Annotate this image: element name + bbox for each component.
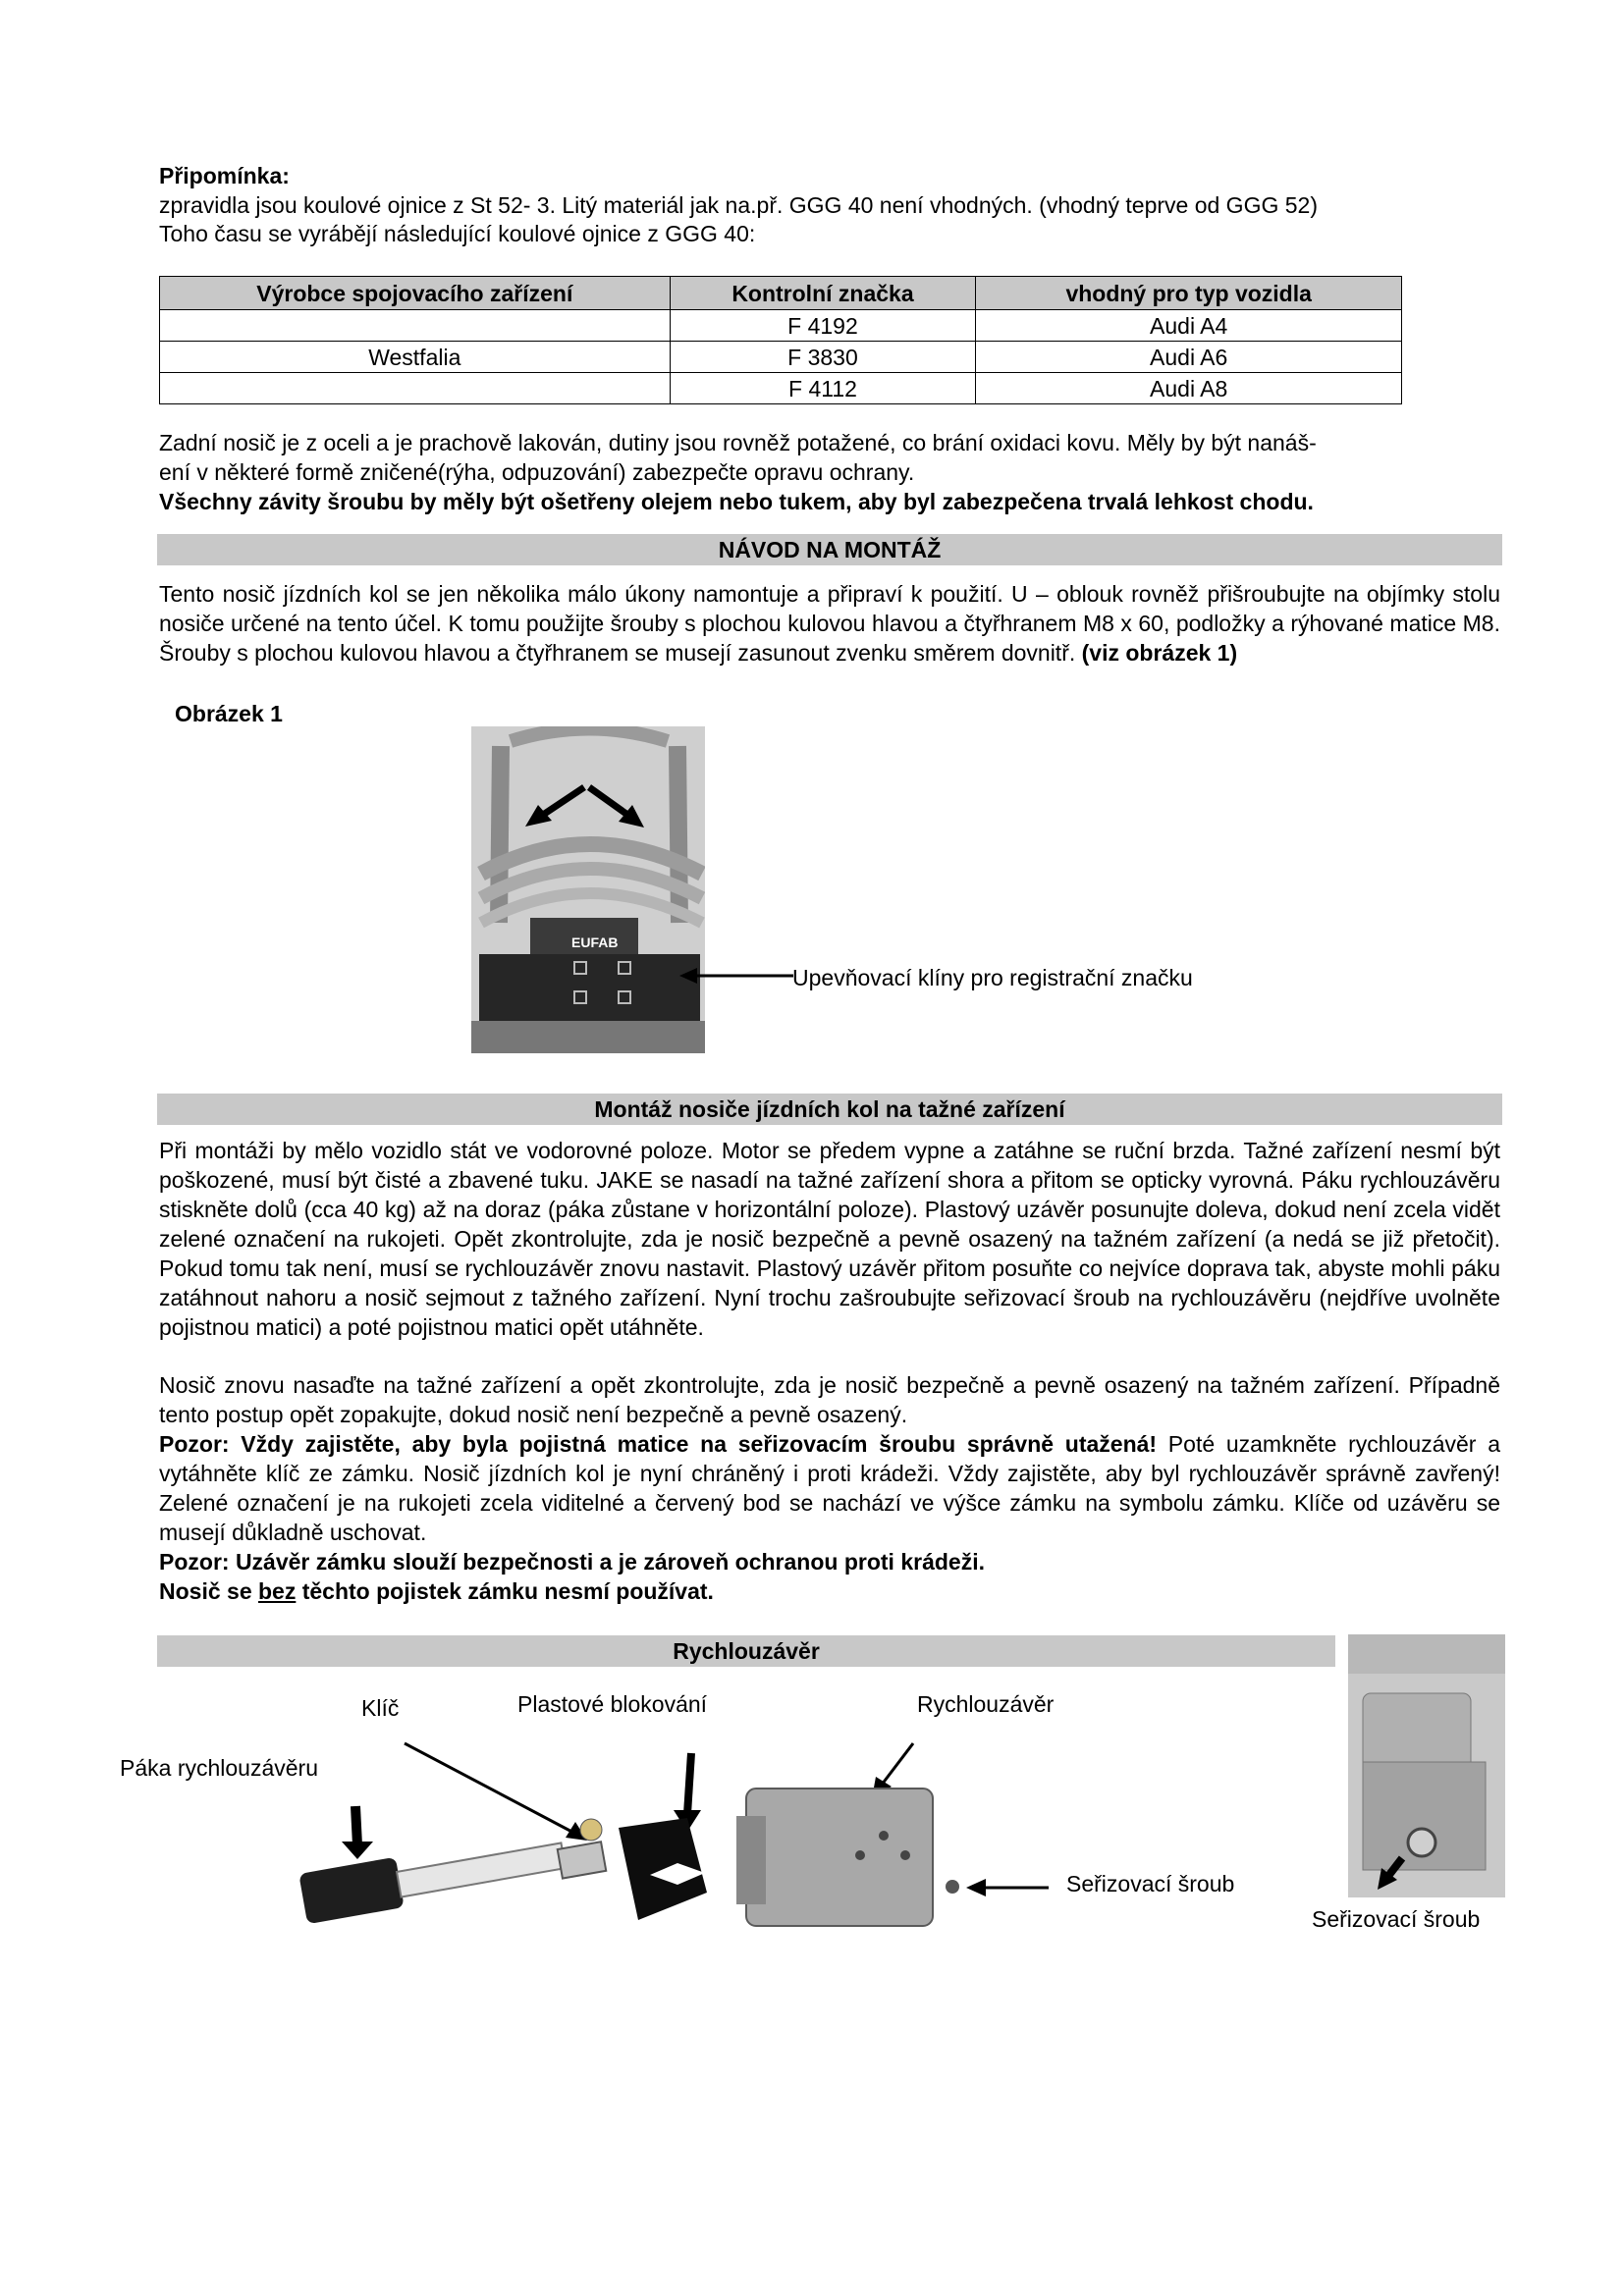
- table-header: Kontrolní značka: [670, 277, 976, 310]
- table-header: vhodný pro typ vozidla: [976, 277, 1402, 310]
- label-lever: Páka rychlouzávěru: [120, 1755, 318, 1781]
- table-cell: [160, 310, 671, 342]
- figure-1-photo: [471, 726, 705, 1053]
- label-adjust-screw-photo: Seřizovací šroub: [1312, 1906, 1481, 1932]
- towbar-paragraph-2: Nosič znovu nasaďte na tažné zařízení a opět zkontrolujte, zda je nosič bezpečně a pevně osazený na tažném zařízení. Případně tento postup opět zopakujte, dokud nosič není bezpečně a pevně osazený.: [159, 1372, 1500, 1427]
- quick-release-drawing: [275, 1728, 1335, 1944]
- section-title-assembly: NÁVOD NA MONTÁŽ: [157, 534, 1502, 565]
- adjust-screw-photo: [1348, 1634, 1505, 1897]
- towbar-paragraph-1: Při montáži by mělo vozidlo stát ve vodorovné poloze. Motor se předem vypne a zatáhne se ruční brzda. Tažné zařízení nesmí být poškozené, musí být čisté a zbavené tuku. JAKE se nasadí na tažné zařízení shora a přitom se opticky vyrovná. Páku rychlouzávěru stiskněte dolů (cca 40 kg) až na doraz (páka zůstane v horizontální poloze). Plastový uzávěr posunujte doleva, dokud není zcela vidět zelené označení na rukojeti. Opět zkontrolujte, zda je nosič bezpečně a pevně osazený na tažném zařízení (a nedá se již přetočit). Pokud tomu tak není, musí se rychlouzávěr znovu nastavit. Plastový uzávěr přitom posuňte co nejvíce doprava tak, abyste mohli páku zatáhnout nahoru a nosič sejmout z tažného zařízení. Nyní trochu zašroubujte seřizovací šroub na rychlouzávěru (nejdříve uvolněte pojistnou matici) a poté pojistnou matici opět utáhněte.: [159, 1138, 1500, 1340]
- table-row: [160, 342, 1402, 373]
- towbar-paragraph-3: Pozor: Vždy zajistěte, aby byla pojistná matice na seřizovacím šroubu správně utažená! Poté uzamkněte rychlouzávěr a vytáhněte klíč ze zámku. Nosič jízdních kol je nyní chráněný i proti krádeži. Vždy zajistěte, aby byl rychlouzávěr správně zavřený! Zelené označení je na rukojeti zcela viditelné a červený bod se nachází ve výšce zámku na symbolu zámku. Klíče od uzávěru se musejí důkladně uschovat.: [159, 1431, 1500, 1545]
- figure-label: Upevňovací klíny pro registrační značku: [792, 965, 1193, 990]
- label-plastic-lock: Plastové blokování: [517, 1691, 708, 1717]
- table-header: Výrobce spojovacího zařízení: [160, 277, 671, 310]
- label-key: Klíč: [361, 1695, 400, 1721]
- eufab-logo: EUFAB: [571, 934, 619, 950]
- bike-rack-photo-icon: [471, 726, 705, 1053]
- table-row: [160, 373, 1402, 404]
- table-cell: Audi A4: [976, 310, 1402, 342]
- table-cell: F 4112: [670, 373, 976, 404]
- hitch-table: [159, 276, 1402, 404]
- note-line-2: Toho času se vyrábějí následující koulové ojnice z GGG 40:: [159, 221, 756, 246]
- section-title-quick-release: Rychlouzávěr: [157, 1635, 1335, 1667]
- label-adjust-screw: Seřizovací šroub: [1066, 1871, 1235, 1896]
- warning-line-1: Pozor: Uzávěr zámku slouží bezpečnosti a je zároveň ochranou proti krádeži.: [159, 1549, 985, 1575]
- note-line-1: zpravidla jsou koulové ojnice z St 52- 3. Litý materiál jak na.př. GGG 40 není vhodných. (vhodný teprve od GGG 52): [159, 192, 1318, 218]
- table-cell: Audi A8: [976, 373, 1402, 404]
- arrow-left-icon: [677, 962, 795, 989]
- table-cell: Audi A6: [976, 342, 1402, 373]
- adjust-screw-photo-icon: [1348, 1634, 1505, 1897]
- table-row: [160, 310, 1402, 342]
- section-title-towbar: Montáž nosiče jízdních kol na tažné zařízení: [157, 1094, 1502, 1125]
- label-quick-release: Rychlouzávěr: [917, 1691, 1055, 1717]
- warning-line-2: Nosič se bez těchto pojistek zámku nesmí používat.: [159, 1578, 714, 1604]
- table-cell: F 3830: [670, 342, 976, 373]
- coating-line-2: ení v některé formě zničené(rýha, odpuzování) zabezpečte opravu ochrany.: [159, 459, 915, 485]
- table-cell: Westfalia: [160, 342, 671, 373]
- assembly-text: Tento nosič jízdních kol se jen několika málo úkony namontuje a připraví k použití. U – oblouk rovněž přišroubujte na objímky stolu nosiče určené na tento účel. K tomu použijte šrouby s plochou kulovou hlavou a čtyřhranem M8 x 60, podložky a rýhované matice M8. Šrouby s plochou kulovou hlavou a čtyřhranem se musejí zasunout zvenku směrem dovnitř. (viz obrázek 1): [159, 581, 1500, 666]
- table-header-row: [160, 277, 1402, 310]
- note-heading: Připomínka:: [159, 163, 290, 188]
- coating-line-1: Zadní nosič je z oceli a je prachově lakován, dutiny jsou rovněž potažené, co brání oxidaci kovu. Měly by být nanáš-: [159, 430, 1317, 455]
- table-cell: [160, 373, 671, 404]
- figure-caption: Obrázek 1: [175, 701, 283, 726]
- table-cell: F 4192: [670, 310, 976, 342]
- coating-bold: Všechny závity šroubu by měly být ošetřeny olejem nebo tukem, aby byl zabezpečena trvalá lehkost chodu.: [159, 489, 1314, 514]
